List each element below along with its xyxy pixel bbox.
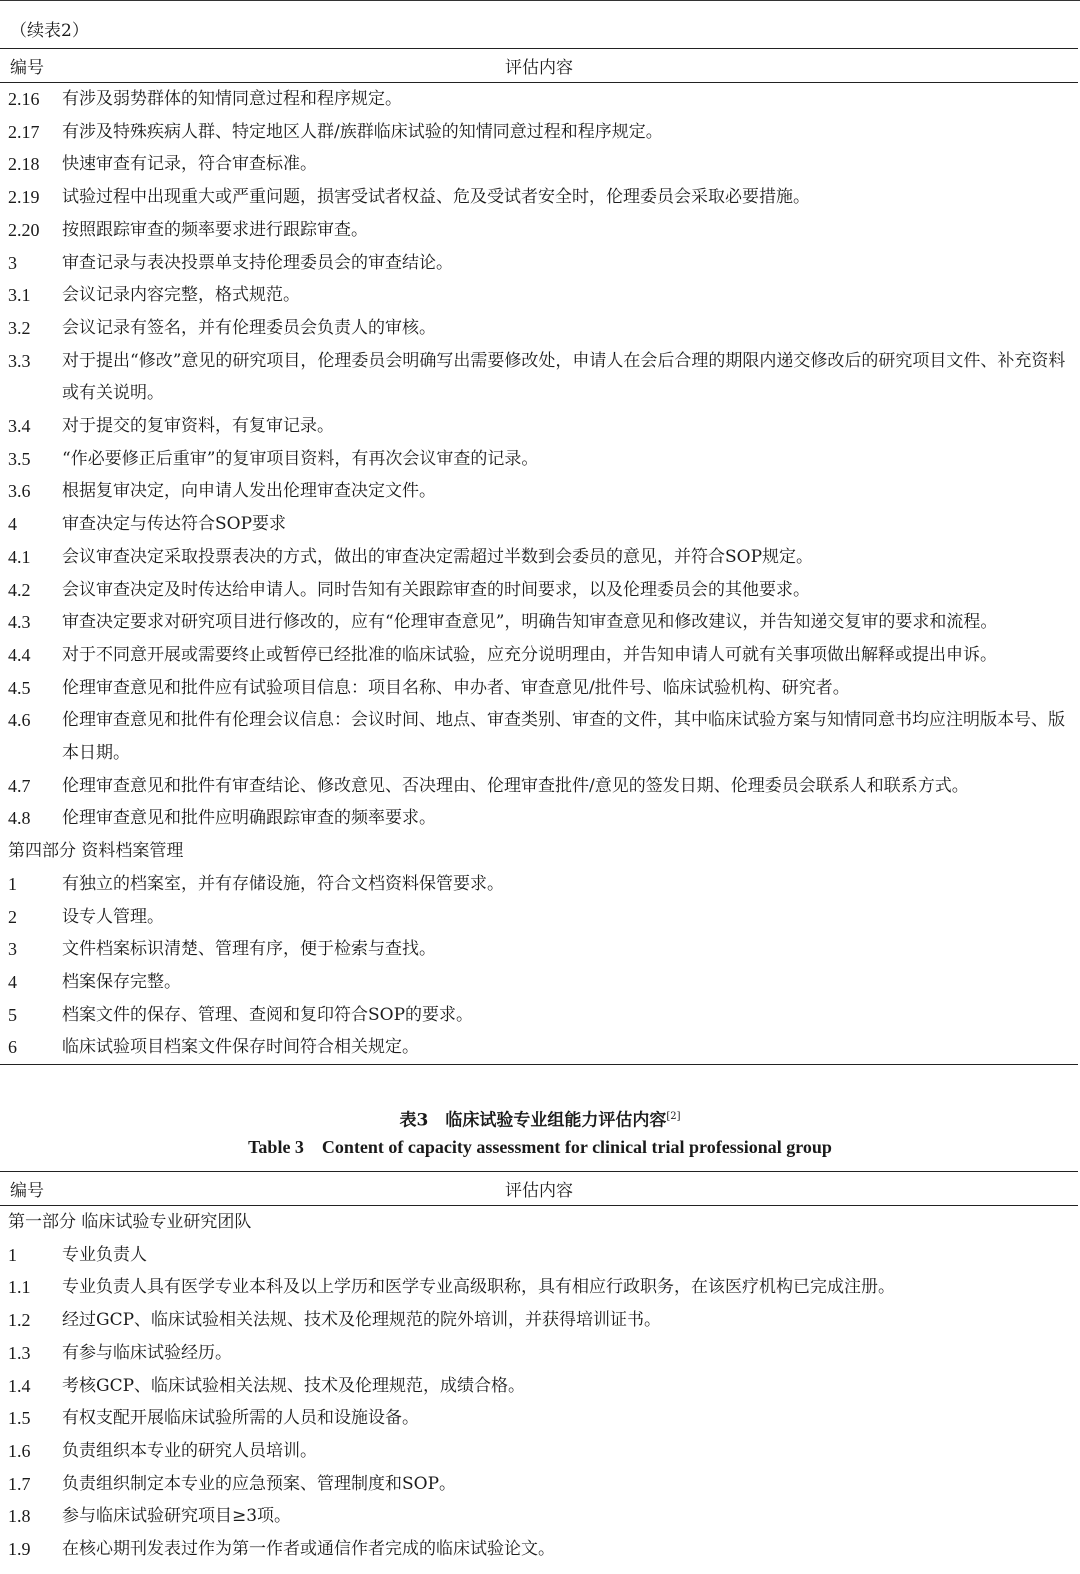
- table-row: [0, 116, 1078, 149]
- row-content: 对于不同意开展或需要终止或暂停已经批准的临床试验，应充分说明理由，并告知申请人可就有关事项做出解释或提出申诉。: [62, 644, 997, 665]
- row-number: 1.8: [8, 1506, 31, 1527]
- table-row: [0, 672, 1078, 705]
- top-rule: [0, 0, 1080, 5]
- row-number: 4.1: [8, 546, 31, 567]
- row-content: 设专人管理。: [62, 906, 164, 927]
- table-row: [0, 214, 1078, 247]
- row-content: 考核GCP、临床试验相关法规、技术及伦理规范，成绩合格。: [62, 1375, 526, 1396]
- continuation-label: （续表2）: [10, 21, 89, 41]
- table-row: [0, 999, 1078, 1032]
- caption-chinese: [0, 1104, 1080, 1134]
- row-content: 对于提出“修改”意见的研究项目，伦理委员会明确写出需要修改处，申请人在会后合理的期限内递交修改后的研究项目文件、补充资料或有关说明。: [62, 350, 1066, 404]
- table-row: [0, 475, 1078, 508]
- table-row: [0, 868, 1078, 901]
- row-content: 参与临床试验研究项目≥3项。: [62, 1506, 292, 1527]
- row-content: 审查决定要求对研究项目进行修改的，应有“伦理审查意见”，明确告知审查意见和修改建议，并告知递交复审的要求和流程。: [62, 612, 998, 633]
- row-number: 3.4: [8, 416, 31, 437]
- table-row: [0, 410, 1078, 443]
- caption-english: Table 3 Content of capacity assessment for clinical trial professional group: [248, 1136, 832, 1157]
- table-row: [0, 443, 1078, 476]
- row-content: 会议记录有签名，并有伦理委员会负责人的审核。: [62, 317, 436, 338]
- table-row: [0, 1468, 1078, 1501]
- table-row: [0, 606, 1078, 639]
- table-row: [0, 639, 1078, 672]
- row-number: 4.3: [8, 612, 31, 633]
- table-row: [0, 83, 1078, 116]
- row-content: 伦理审查意见和批件应明确跟踪审查的频率要求。: [62, 808, 436, 829]
- row-number: 2.19: [8, 187, 40, 208]
- table-row: [0, 574, 1078, 607]
- row-content: 伦理审查意见和批件应有试验项目信息：项目名称、申办者、审查意见/批件号、临床试验机构、研究者。: [62, 677, 850, 698]
- row-content: 会议审查决定及时传达给申请人。同时告知有关跟踪审查的时间要求，以及伦理委员会的其他要求。: [62, 579, 810, 600]
- table-row: [0, 1435, 1078, 1468]
- table-row: [0, 966, 1078, 999]
- row-number: 4.6: [8, 710, 31, 731]
- row-content: 有权支配开展临床试验所需的人员和设施设备。: [62, 1408, 419, 1429]
- row-content: 有参与临床试验经历。: [62, 1342, 232, 1363]
- row-number: 4.8: [8, 808, 31, 829]
- row-number: 2: [8, 906, 17, 927]
- row-number: 1.1: [8, 1277, 31, 1298]
- row-number: 4.2: [8, 579, 31, 600]
- row-content: 文件档案标识清楚、管理有序，便于检索与查找。: [62, 939, 436, 960]
- table-row: [0, 901, 1078, 934]
- row-number: 3.3: [8, 350, 31, 371]
- row-number: 2.17: [8, 121, 40, 142]
- row-content: 有独立的档案室，并有存储设施，符合文档资料保管要求。: [62, 873, 504, 894]
- row-number: 4.4: [8, 644, 31, 665]
- row-number: 3: [8, 252, 17, 273]
- row-number: 2.20: [8, 219, 40, 240]
- row-number: 1.3: [8, 1342, 31, 1363]
- row-number: 3.1: [8, 285, 31, 306]
- row-number: 3.6: [8, 481, 31, 502]
- row-number: 3.5: [8, 448, 31, 469]
- row-number: 1.7: [8, 1473, 31, 1494]
- section-heading-row: [0, 1206, 1078, 1239]
- row-content: 伦理审查意见和批件有伦理会议信息：会议时间、地点、审查类别、审查的文件，其中临床试验方案与知情同意书均应注明版本号、版本日期。: [62, 710, 1065, 764]
- row-content: 负责组织制定本专业的应急预案、管理制度和SOP。: [62, 1473, 457, 1494]
- table-row: [0, 148, 1078, 181]
- row-number: 1.5: [8, 1408, 31, 1429]
- table-row: [0, 1239, 1078, 1272]
- table-header: [0, 48, 1078, 83]
- row-content: 伦理审查意见和批件有审查结论、修改意见、否决理由、伦理审查批件/意见的签发日期、伦理委员会联系人和联系方式。: [62, 775, 969, 796]
- row-content: 负责组织本专业的研究人员培训。: [62, 1440, 317, 1461]
- row-content: 有涉及弱势群体的知情同意过程和程序规定。: [62, 89, 402, 109]
- table-row: [0, 247, 1078, 280]
- row-content: 有涉及特殊疾病人群、特定地区人群/族群临床试验的知情同意过程和程序规定。: [62, 121, 663, 142]
- table-3: [0, 1171, 1078, 1566]
- table-row: [0, 770, 1078, 803]
- row-content: “作必要修正后重审”的复审项目资料，有再次会议审查的记录。: [62, 448, 539, 469]
- caption-reference: [2]: [666, 1111, 681, 1122]
- table-2: [0, 48, 1078, 1065]
- row-number: 5: [8, 1004, 17, 1025]
- table-row: [0, 541, 1078, 574]
- row-number: 1: [8, 1244, 17, 1265]
- row-number: 4: [8, 514, 17, 535]
- table-body: [0, 1206, 1078, 1566]
- header-content: 评估内容: [505, 58, 573, 78]
- table-row: [0, 802, 1078, 835]
- row-content: 试验过程中出现重大或严重问题，损害受试者权益、危及受试者安全时，伦理委员会采取必要措施。: [62, 187, 810, 208]
- table-row: [0, 704, 1078, 769]
- table-row: [0, 508, 1078, 541]
- row-number: 3: [8, 939, 17, 960]
- table-header: [0, 1171, 1078, 1206]
- row-number: 4: [8, 971, 17, 992]
- table-row: [0, 181, 1078, 214]
- section-heading: 第四部分 资料档案管理: [8, 841, 184, 862]
- row-content: 会议记录内容完整，格式规范。: [62, 285, 300, 306]
- section-heading: 第一部分 临床试验专业研究团队: [8, 1212, 252, 1232]
- row-number: 1.2: [8, 1310, 31, 1331]
- header-number: 编号: [10, 1181, 44, 1201]
- table-row: [0, 279, 1078, 312]
- caption-chinese-text: 表3 临床试验专业组能力评估内容: [399, 1110, 667, 1131]
- section-heading-row: [0, 835, 1078, 868]
- row-number: 2.18: [8, 154, 40, 175]
- header-number: 编号: [10, 58, 44, 78]
- table-row: [0, 312, 1078, 345]
- row-number: 1.4: [8, 1375, 31, 1396]
- table-3-caption: [0, 1104, 1080, 1160]
- row-number: 1.6: [8, 1440, 31, 1461]
- table-row: [0, 933, 1078, 966]
- row-content: 按照跟踪审查的频率要求进行跟踪审查。: [62, 219, 368, 240]
- table-row: [0, 1271, 1078, 1304]
- row-content: 专业负责人具有医学专业本科及以上学历和医学专业高级职称，具有相应行政职务，在该医疗机构已完成注册。: [62, 1277, 895, 1298]
- row-content: 经过GCP、临床试验相关法规、技术及伦理规范的院外培训，并获得培训证书。: [62, 1310, 662, 1331]
- row-content: 临床试验项目档案文件保存时间符合相关规定。: [62, 1037, 419, 1058]
- row-content: 根据复审决定，向申请人发出伦理审查决定文件。: [62, 481, 436, 502]
- table-body: [0, 83, 1078, 1065]
- row-number: 2.16: [8, 89, 40, 109]
- table-row: [0, 345, 1078, 410]
- row-number: 4.5: [8, 677, 31, 698]
- row-content: 对于提交的复审资料，有复审记录。: [62, 416, 334, 437]
- table-row: [0, 1533, 1078, 1566]
- row-content: 快速审查有记录，符合审查标准。: [62, 154, 317, 175]
- row-content: 档案保存完整。: [62, 971, 181, 992]
- row-content: 会议审查决定采取投票表决的方式，做出的审查决定需超过半数到会委员的意见，并符合SOP规定。: [62, 546, 814, 567]
- row-number: 1.9: [8, 1539, 31, 1560]
- row-content: 审查记录与表决投票单支持伦理委员会的审查结论。: [62, 252, 453, 273]
- table-row: [0, 1370, 1078, 1403]
- table-row: [0, 1031, 1078, 1064]
- row-number: 3.2: [8, 317, 31, 338]
- table-row: [0, 1304, 1078, 1337]
- header-content: 评估内容: [505, 1181, 573, 1201]
- row-number: 1: [8, 873, 17, 894]
- table-row: [0, 1500, 1078, 1533]
- row-content: 档案文件的保存、管理、查阅和复印符合SOP的要求。: [62, 1004, 474, 1025]
- row-content: 在核心期刊发表过作为第一作者或通信作者完成的临床试验论文。: [62, 1539, 555, 1560]
- table-row: [0, 1402, 1078, 1435]
- row-number: 4.7: [8, 775, 31, 796]
- row-content: 专业负责人: [62, 1244, 147, 1265]
- table-row: [0, 1337, 1078, 1370]
- row-content: 审查决定与传达符合SOP要求: [62, 514, 287, 535]
- row-number: 6: [8, 1037, 17, 1058]
